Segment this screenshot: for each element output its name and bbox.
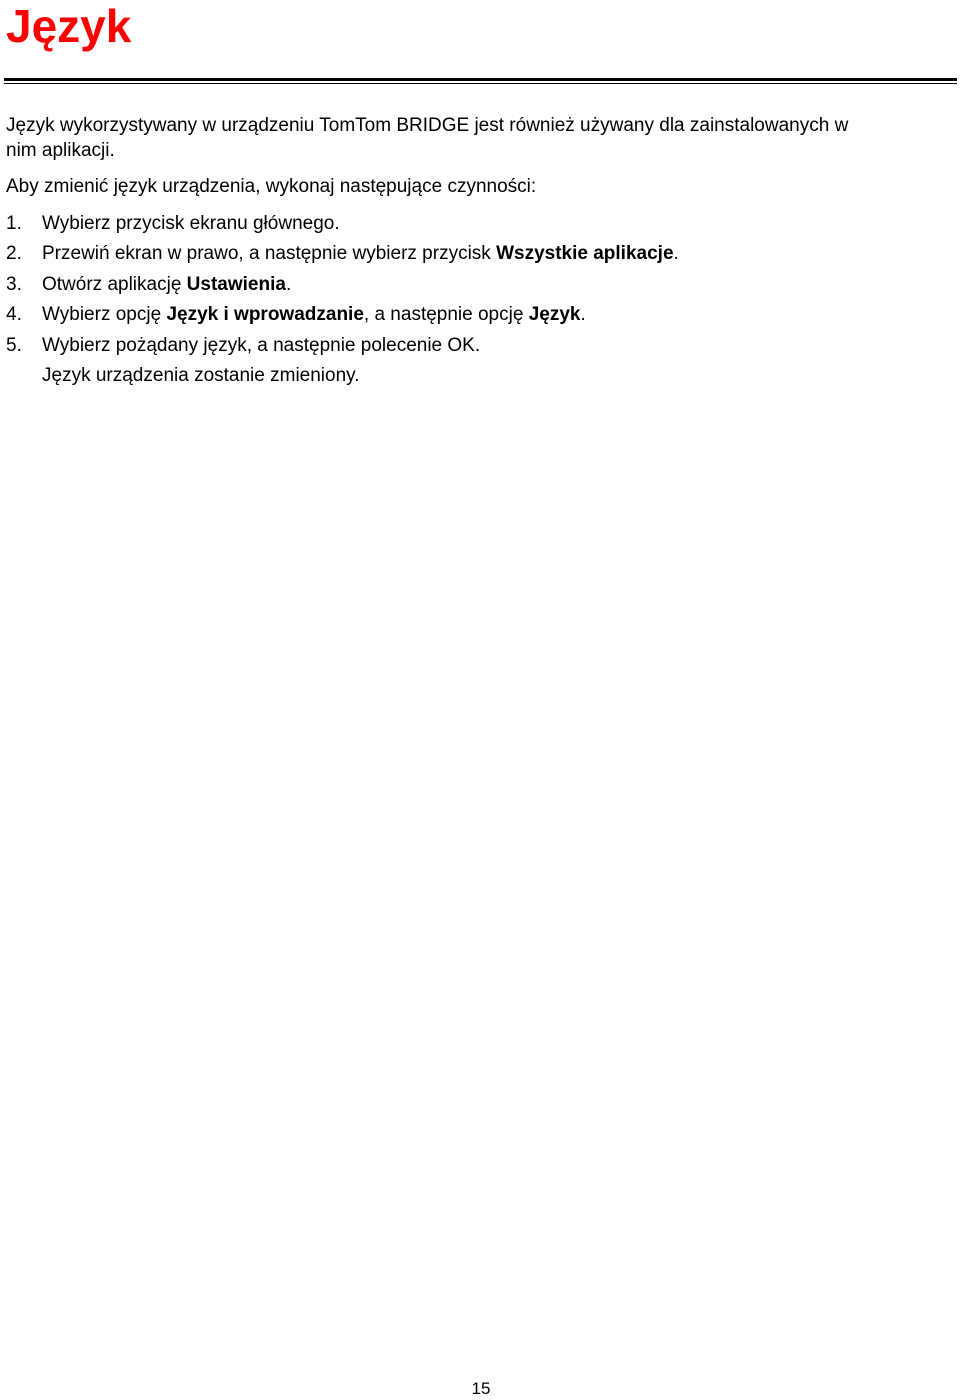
step-text: Przewiń ekran w prawo, a następnie wybierz przycisk bbox=[42, 243, 497, 264]
step-number: 3. bbox=[6, 274, 22, 295]
step-text: Wybierz pożądany język, a następnie polecenie OK. bbox=[42, 335, 481, 356]
step-text: Wybierz opcję bbox=[42, 304, 167, 325]
step-text: . bbox=[673, 243, 679, 264]
step-2 bbox=[6, 242, 679, 266]
step-number: 1. bbox=[6, 213, 22, 234]
page-number: 15 bbox=[471, 1379, 491, 1398]
step-text: Otwórz aplikację bbox=[42, 274, 187, 295]
step-number: 2. bbox=[6, 243, 22, 264]
step-number: 4. bbox=[6, 304, 22, 325]
intro-paragraph-line-2: nim aplikacji. bbox=[6, 140, 115, 161]
step-3 bbox=[6, 273, 291, 297]
title-divider-thin bbox=[4, 83, 957, 84]
intro-paragraph-line-1: Język wykorzystywany w urządzeniu TomTom BRIDGE jest również używany dla zainstalowanych w bbox=[6, 115, 849, 136]
step-5 bbox=[6, 334, 480, 358]
step-emphasis: Ustawienia bbox=[186, 274, 286, 295]
step-text: Wybierz przycisk ekranu głównego. bbox=[42, 213, 340, 234]
step-text: . bbox=[580, 304, 586, 325]
instructions-lead: Aby zmienić język urządzenia, wykonaj następujące czynności: bbox=[6, 176, 537, 197]
step-emphasis: Wszystkie aplikacje bbox=[496, 243, 674, 264]
step-result-text: Język urządzenia zostanie zmieniony. bbox=[42, 365, 360, 386]
title-divider bbox=[4, 78, 957, 81]
step-5-result bbox=[42, 364, 360, 388]
step-1 bbox=[6, 212, 340, 236]
step-text: , a następnie opcję bbox=[363, 304, 529, 325]
step-number: 5. bbox=[6, 335, 22, 356]
step-emphasis: Język i wprowadzanie bbox=[166, 304, 364, 325]
step-4 bbox=[6, 303, 586, 327]
step-emphasis: Język bbox=[528, 304, 581, 325]
step-text: . bbox=[285, 274, 292, 295]
page-title: Język bbox=[6, 0, 132, 52]
